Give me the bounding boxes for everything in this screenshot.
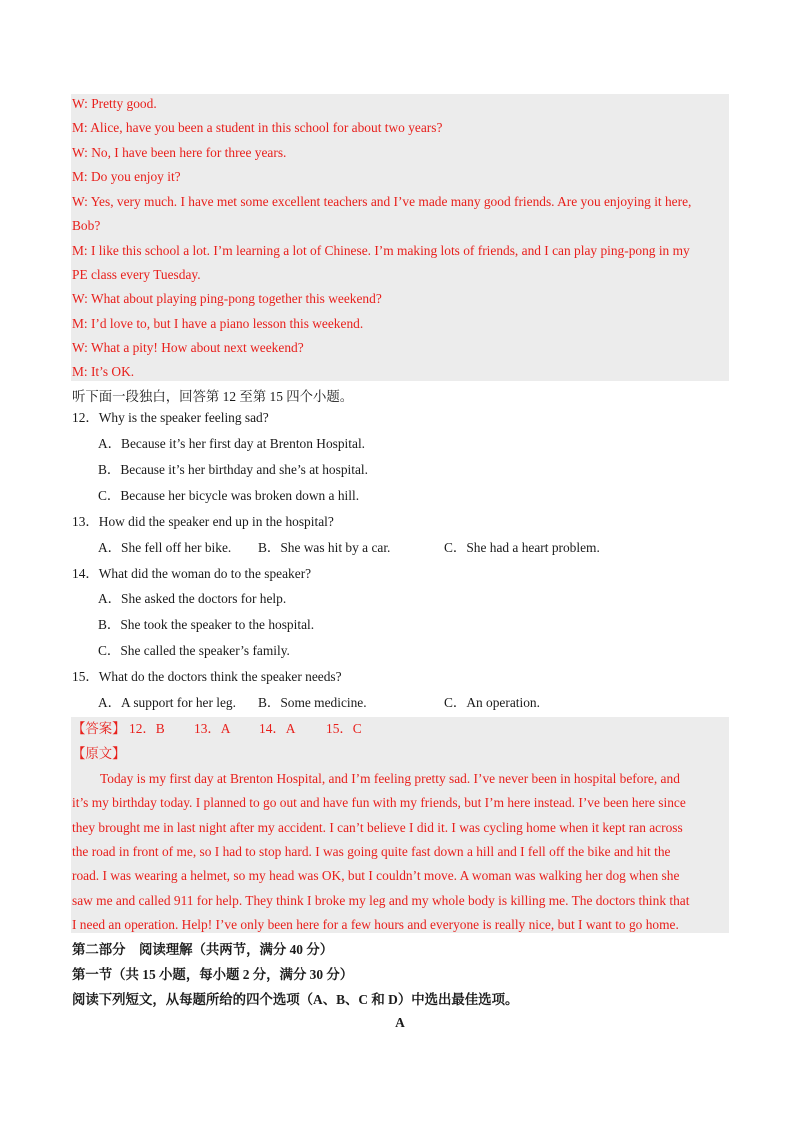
dialogue-line: W: Yes, very much. I have met some excellent teachers and I’ve made many good friends. Are you enjoying it here,: [72, 194, 692, 209]
original-text-line: the road in front of me, so I had to stop hard. I was going quite fast down a hill and I fell off the bike and hit the: [72, 844, 671, 859]
option-13-c: C．She had a heart problem.: [444, 540, 600, 555]
original-text-line: Today is my first day at Brenton Hospital, and I’m feeling pretty sad. I’ve never been in hospital before, and: [100, 771, 680, 786]
option-15-b: B．Some medicine.: [258, 695, 367, 710]
option-14-c: C．She called the speaker’s family.: [98, 643, 290, 658]
question-15: 15．What do the doctors think the speaker needs?: [72, 669, 342, 684]
dialogue-line: M: It’s OK.: [72, 364, 135, 379]
dialogue-line: W: What about playing ping-pong together this weekend?: [72, 291, 382, 306]
option-12-a: A．Because it’s her first day at Brenton Hospital.: [98, 436, 366, 451]
answer-item: 12．B: [129, 721, 165, 736]
option-13-b: B．She was hit by a car.: [258, 540, 391, 555]
dialogue-line: M: Alice, have you been a student in this school for about two years?: [72, 120, 443, 135]
option-14-b: B．She took the speaker to the hospital.: [98, 617, 315, 632]
answer-label: 【答案】: [72, 721, 126, 736]
option-15-a: A．A support for her leg.: [98, 695, 236, 710]
dialogue-shade: [71, 94, 729, 381]
option-15-c: C．An operation.: [444, 695, 540, 710]
question-14: 14．What did the woman do to the speaker?: [72, 566, 312, 581]
original-text-line: I need an operation. Help! I’ve only been here for a few hours and everyone is really nice, but I want to go home.: [72, 917, 679, 932]
passage-label: A: [395, 1015, 405, 1030]
dialogue-line: M: I’d love to, but I have a piano lesson this weekend.: [72, 316, 364, 331]
listening-instruction: 听下面一段独白，回答第 12 至第 15 四个小题。: [72, 389, 354, 404]
section-one-heading: 第一节（共 15 小题，每小题 2 分，满分 30 分）: [72, 967, 354, 982]
option-14-a: A．She asked the doctors for help.: [98, 591, 287, 606]
dialogue-line: PE class every Tuesday.: [72, 267, 201, 282]
answer-item: 13．A: [194, 721, 231, 736]
option-12-b: B．Because it’s her birthday and she’s at hospital.: [98, 462, 368, 477]
question-12: 12．Why is the speaker feeling sad?: [72, 410, 269, 425]
answer-item: 15．C: [326, 721, 362, 736]
option-12-c: C．Because her bicycle was broken down a hill.: [98, 488, 360, 503]
question-13: 13．How did the speaker end up in the hospital?: [72, 514, 334, 529]
dialogue-line: W: Pretty good.: [72, 96, 157, 111]
dialogue-line: M: I like this school a lot. I’m learning a lot of Chinese. I’m making lots of friends, and I can play ping-pong in my: [72, 243, 690, 258]
part-two-heading: 第二部分 阅读理解（共两节，满分 40 分）: [72, 942, 334, 957]
dialogue-line: W: No, I have been here for three years.: [72, 145, 287, 160]
dialogue-line: W: What a pity! How about next weekend?: [72, 340, 304, 355]
reading-direction: 阅读下列短文，从每题所给的四个选项（A、B、C 和 D）中选出最佳选项。: [72, 992, 519, 1007]
original-text-line: road. I was wearing a helmet, so my head was OK, but I couldn’t move. A woman was walking her dog when she: [72, 868, 680, 883]
original-text-line: it’s my birthday today. I planned to go out and have fun with my friends, but I’m here instead. I’ve been here since: [72, 795, 686, 810]
dialogue-line: Bob?: [72, 218, 101, 233]
original-text-line: they brought me in last night after my accident. I can’t believe I did it. I was cycling home when it kept ran across: [72, 820, 683, 835]
dialogue-line: M: Do you enjoy it?: [72, 169, 181, 184]
original-label: 【原文】: [72, 746, 126, 761]
answer-item: 14．A: [259, 721, 296, 736]
option-13-a: A．She fell off her bike.: [98, 540, 232, 555]
original-text-line: saw me and called 911 for help. They think I broke my leg and my whole body is killing me. The doctors think that: [72, 893, 690, 908]
